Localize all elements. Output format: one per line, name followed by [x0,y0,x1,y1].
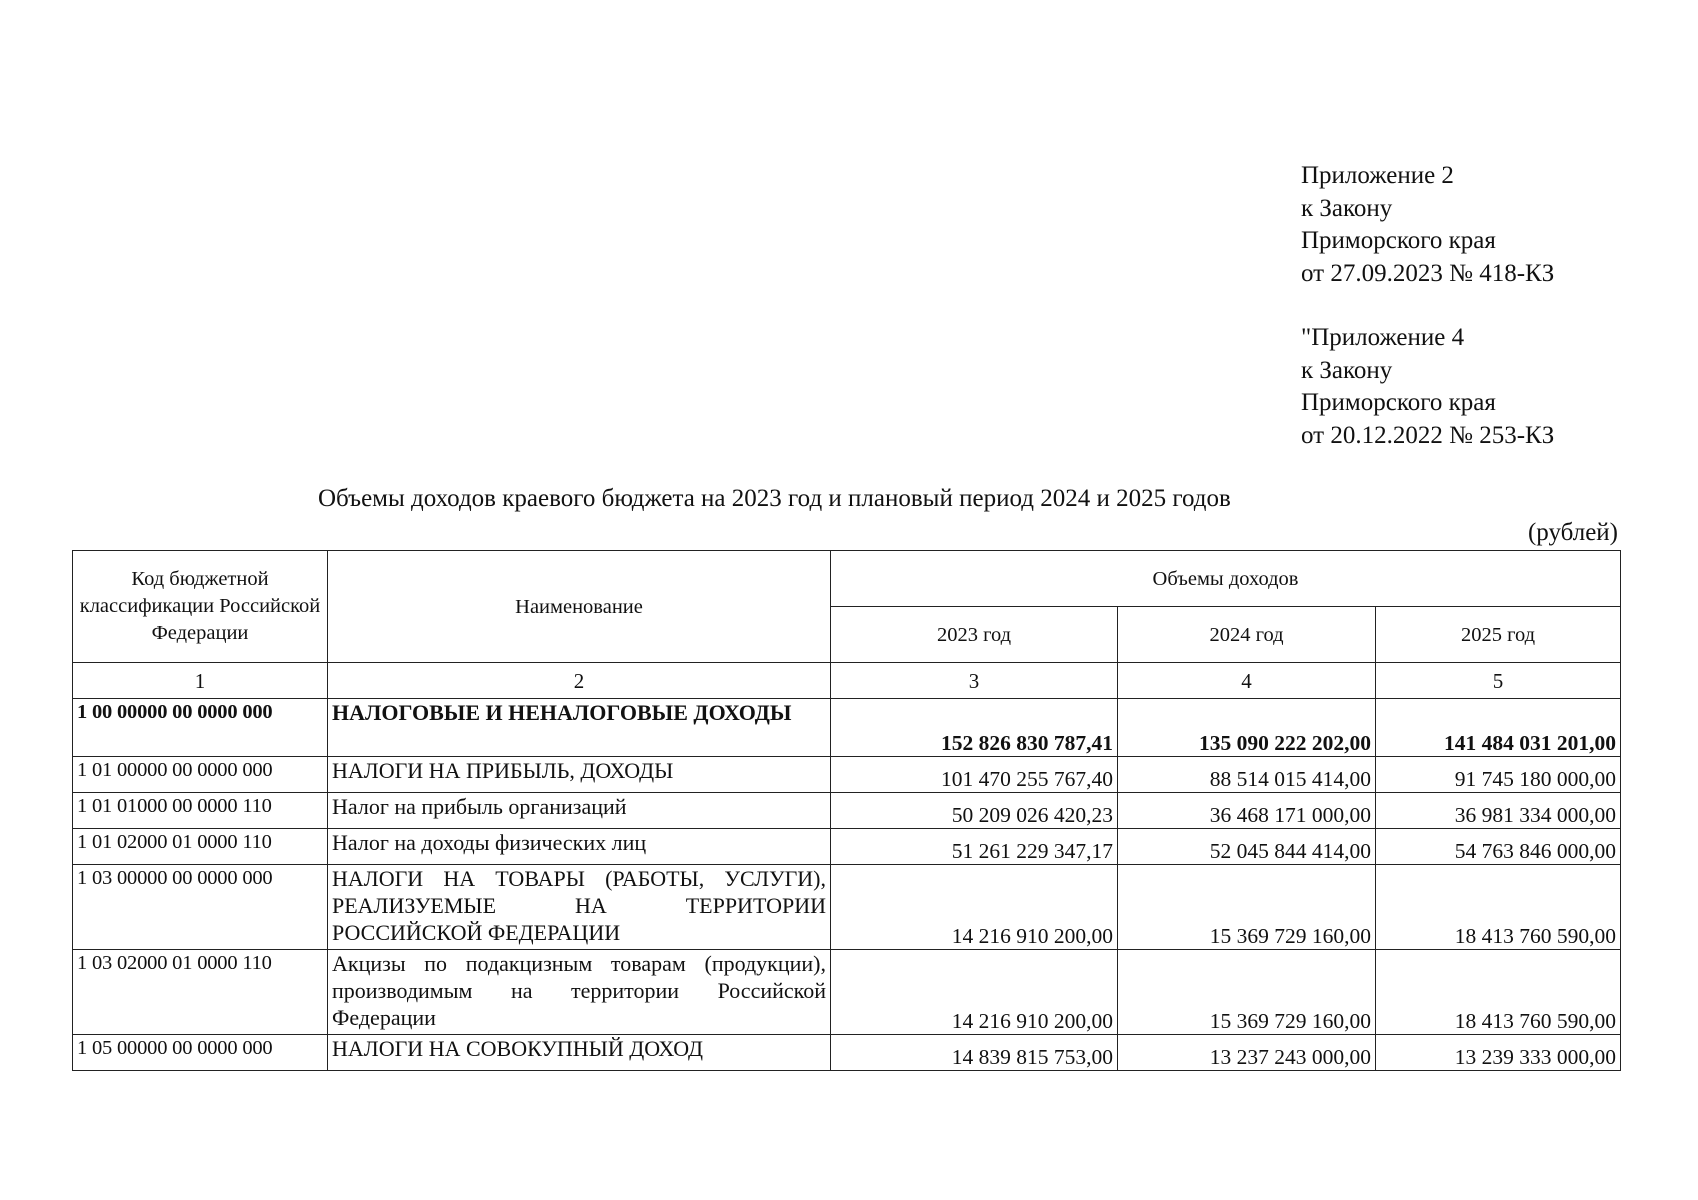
table-row [73,757,1621,793]
table-row [73,699,1621,757]
row-code: 1 05 00000 00 0000 000 [73,1035,328,1071]
row-amount-2024: 15 369 729 160,00 [1118,950,1376,1035]
table-header-row [73,551,1621,607]
row-amount-2025: 18 413 760 590,00 [1376,865,1621,950]
row-amount-2025: 36 981 334 000,00 [1376,793,1621,829]
header-year-2023: 2023 год [831,607,1118,663]
row-amount-2025: 13 239 333 000,00 [1376,1035,1621,1071]
row-amount-2025: 54 763 846 000,00 [1376,829,1621,865]
row-name: Акцизы по подакцизным товарам (продукции), производимым на территории Российской Федерации [328,950,831,1035]
column-number: 4 [1118,663,1376,699]
row-amount-2024: 15 369 729 160,00 [1118,865,1376,950]
table-row [73,865,1621,950]
row-amount-2024: 135 090 222 202,00 [1118,699,1376,757]
row-code: 1 01 01000 00 0000 110 [73,793,328,829]
row-code: 1 03 00000 00 0000 000 [73,865,328,950]
column-number: 2 [328,663,831,699]
row-amount-2023: 14 216 910 200,00 [831,865,1118,950]
header-name: Наименование [328,551,831,663]
annex-line: Приложение 2 [1301,162,1454,189]
header-year-2024: 2024 год [1118,607,1376,663]
row-code: 1 00 00000 00 0000 000 [73,699,328,757]
row-amount-2024: 88 514 015 414,00 [1118,757,1376,793]
row-code: 1 01 02000 01 0000 110 [73,829,328,865]
annex-gap [1301,290,1554,322]
row-name: Налог на доходы физических лиц [328,829,831,865]
row-amount-2023: 51 261 229 347,17 [831,829,1118,865]
row-amount-2024: 13 237 243 000,00 [1118,1035,1376,1071]
row-code: 1 03 02000 01 0000 110 [73,950,328,1035]
annex-line: от 27.09.2023 № 418-КЗ [1301,259,1555,287]
annex-line: Приморского края [1301,227,1496,254]
row-amount-2025: 18 413 760 590,00 [1376,950,1621,1035]
row-name: НАЛОГИ НА ПРИБЫЛЬ, ДОХОДЫ [328,757,831,793]
column-number: 1 [73,663,328,699]
row-name: НАЛОГИ НА СОВОКУПНЫЙ ДОХОД [328,1035,831,1071]
annex-line: Приморского края [1301,389,1496,416]
row-amount-2025: 91 745 180 000,00 [1376,757,1621,793]
column-number: 3 [831,663,1118,699]
row-amount-2024: 52 045 844 414,00 [1118,829,1376,865]
column-number-row [73,663,1621,699]
annex-line: от 20.12.2022 № 253-КЗ [1301,421,1555,449]
annex-line: "Приложение 4 [1301,324,1465,351]
row-amount-2024: 36 468 171 000,00 [1118,793,1376,829]
table-row [73,793,1621,829]
row-name: НАЛОГОВЫЕ И НЕНАЛОГОВЫЕ ДОХОДЫ [328,699,831,757]
document-title: Объемы доходов краевого бюджета на 2023 год и плановый период 2024 и 2025 годов [318,485,1231,512]
row-amount-2023: 14 839 815 753,00 [831,1035,1118,1071]
annex-block [1301,160,1554,452]
header-year-2025: 2025 год [1376,607,1621,663]
table-row [73,950,1621,1035]
row-name: Налог на прибыль организаций [328,793,831,829]
row-name: НАЛОГИ НА ТОВАРЫ (РАБОТЫ, УСЛУГИ), РЕАЛИЗУЕМЫЕ НА ТЕРРИТОРИИ РОССИЙСКОЙ ФЕДЕРАЦИИ [328,865,831,950]
revenue-table [72,550,1621,1071]
table-row [73,829,1621,865]
column-number: 5 [1376,663,1621,699]
row-code: 1 01 00000 00 0000 000 [73,757,328,793]
annex-line: к Закону [1301,194,1393,222]
row-amount-2025: 141 484 031 201,00 [1376,699,1621,757]
row-amount-2023: 50 209 026 420,23 [831,793,1118,829]
annex-line: к Закону [1301,356,1393,384]
header-volumes: Объемы доходов [831,551,1621,607]
table-row [73,1035,1621,1071]
units-label: (рублей) [1527,519,1618,546]
row-amount-2023: 152 826 830 787,41 [831,699,1118,757]
header-code: Код бюджетной классификации Российской Федерации [73,551,328,663]
row-amount-2023: 101 470 255 767,40 [831,757,1118,793]
row-amount-2023: 14 216 910 200,00 [831,950,1118,1035]
